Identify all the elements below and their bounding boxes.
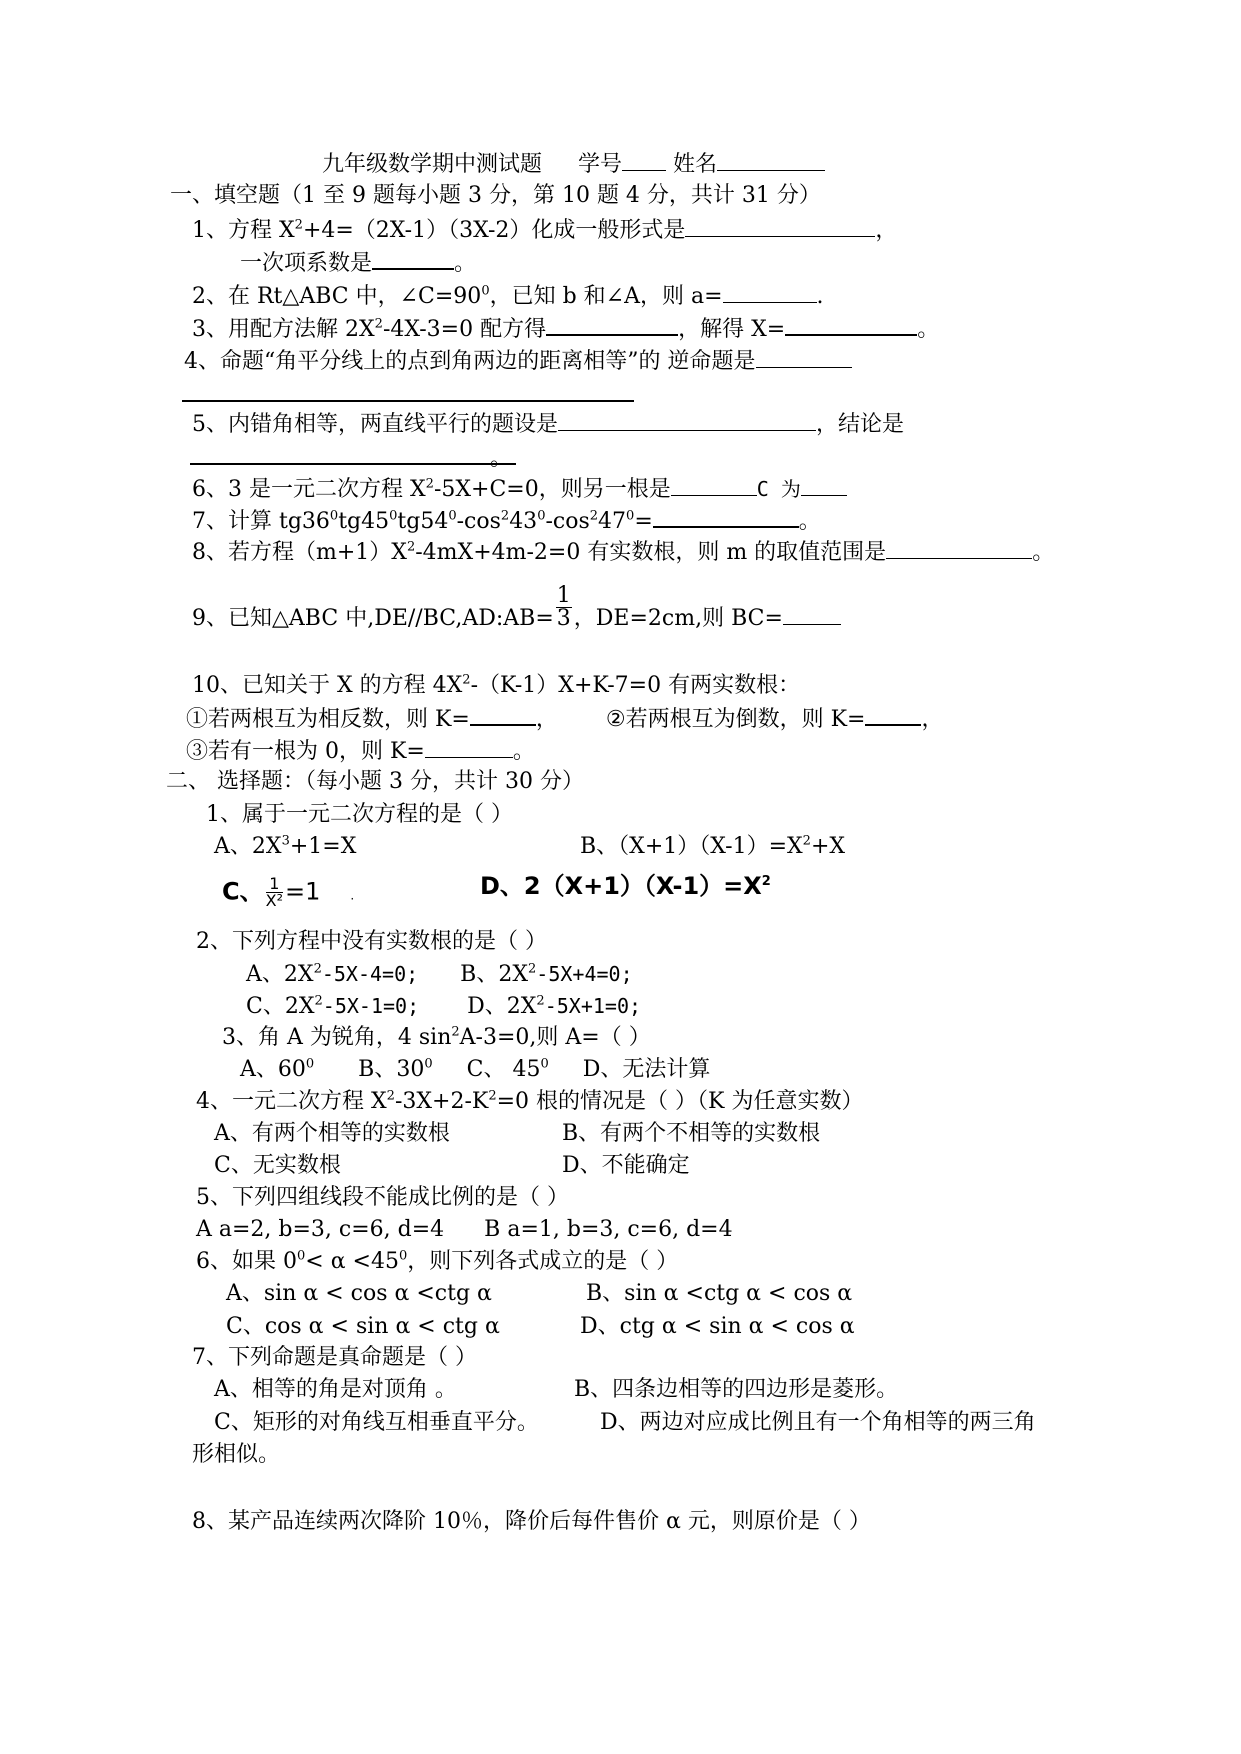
q3-solution-blank[interactable] [785, 314, 917, 336]
choice-q6: 6、如果 $0^0< \alpha <45^0$，则下列各式成立的是（ ） [196, 1248, 679, 1274]
choice-q3: 3、角 A 为锐角，4 $\sin^2A-3=0$,则 A=（ ） [222, 1024, 651, 1050]
choice-q2-option-b[interactable]: B、$2X^2-5X+4=0$; [460, 961, 633, 987]
choice-q6-option-d[interactable]: D、ctg α < sin α < cos α [580, 1314, 855, 1339]
fill-q4: 4、命题“角平分线上的点到角两边的距离相等”的 逆命题是 [184, 347, 852, 376]
choice-q6-option-b[interactable]: B、sin α <ctg α < cos α [586, 1281, 853, 1306]
choice-q3-option-d[interactable]: D、无法计算 [582, 1057, 711, 1082]
ratio-fraction: $\frac{1}{3}$ [556, 582, 571, 631]
fill-q10-parts: ①若两根互为相反数，则 K= ， ②若两根互为倒数，则 K= ， [186, 704, 944, 734]
choice-q5-option-a[interactable]: A a=2, b=3, c=6, d=4 [196, 1217, 445, 1242]
fill-q10: 10、已知关于 X 的方程 $4X^2-(K-1)X+K-7=0$ 有两实数根： [192, 672, 801, 698]
student-number-field[interactable] [622, 150, 666, 171]
section2-heading: 二、 选择题：（每小题 3 分，共计 30 分） [166, 769, 584, 794]
q4-answer-blank[interactable] [756, 347, 852, 368]
q1-coef-blank[interactable] [372, 248, 454, 270]
choice-q8: 8、某产品连续两次降阶 10％，降价后每件售价 α 元，则原价是（ ） [192, 1509, 871, 1534]
choice-q7: 7、下列命题是真命题是（ ） [192, 1345, 477, 1370]
q3-complete-square-blank[interactable] [546, 314, 678, 336]
choice-q5-option-b[interactable]: B a=1, b=3, c=6, d=4 [484, 1217, 733, 1242]
choice-q6-option-a[interactable]: A、sin α < cos α <ctg α [226, 1281, 492, 1306]
fill-q8: 8、若方程$(m+1)X^2-4mX+4m-2=0$ 有实数根，则 m 的取值范围是 。 [192, 539, 1055, 565]
choice-q4-option-b[interactable]: B、有两个不相等的实数根 [562, 1121, 821, 1146]
choice-q7-option-d[interactable]: D、两边对应成比例且有一个角相等的两三角 [600, 1410, 1036, 1435]
name-label: 姓名 [673, 152, 718, 177]
q2-answer-blank[interactable] [723, 282, 817, 303]
choice-q5: 5、下列四组线段不能成比例的是（ ） [196, 1185, 569, 1210]
choice-q3-option-a[interactable]: A、$60^0$ [240, 1056, 315, 1082]
q7-answer-blank[interactable] [653, 506, 799, 528]
fill-q5-cont: 。 [190, 443, 512, 473]
q6-root-blank[interactable] [671, 475, 757, 496]
fill-q10-part3: ③若有一根为 0，则 K= 。 [186, 739, 535, 764]
choice-q2-option-d[interactable]: D、$2X^2-5X+1=0$; [467, 993, 642, 1019]
choice-q6-option-c[interactable]: C、cos α < sin α < ctg α [226, 1314, 500, 1339]
q5-hypothesis-blank[interactable] [558, 410, 816, 431]
fill-q7: 7、计算 $tg36^0tg45^0tg54^0-\cos^243^0-\cos^247^0=$ 。 [192, 506, 821, 536]
fill-q3: 3、用配方法解 $2X^2-4X-3=0$ 配方得 ，解得 X= 。 [192, 314, 939, 344]
q8-range-blank[interactable] [886, 538, 1032, 559]
q1-answer-blank[interactable] [685, 216, 875, 237]
choice-q7-option-c[interactable]: C、矩形的对角线互相垂直平分。 [214, 1410, 539, 1435]
choice-q4-option-c[interactable]: C、无实数根 [214, 1153, 341, 1178]
choice-q3-option-c[interactable]: C、 $45^0$ [466, 1056, 549, 1082]
student-number-label: 学号 [578, 152, 623, 177]
choice-q2-option-a[interactable]: A、$2X^2-5X-4=0$; [246, 961, 419, 987]
choice-q4-option-a[interactable]: A、有两个相等的实数根 [214, 1121, 450, 1146]
choice-q7-option-a[interactable]: A、相等的角是对顶角 。 [214, 1377, 457, 1402]
choice-q4-option-d[interactable]: D、不能确定 [562, 1153, 690, 1178]
q4-answer-line[interactable] [182, 400, 634, 402]
fill-q2: 2、在 Rt△ABC 中，$\angle C=90^0$，已知 b 和∠A，则 a= . [192, 283, 824, 309]
exam-header [322, 150, 825, 179]
choice-q5-options [196, 1216, 733, 1244]
fill-q1: 1、方程 $X^2+4=(2X-1)(3X-2)$化成一般形式是 ， [192, 217, 898, 243]
section1-heading: 一、填空题（1 至 9 题每小题 3 分，第 10 题 4 分，共计 31 分） [170, 183, 821, 208]
q10-reciprocal-blank[interactable] [865, 704, 921, 726]
choice-q3-options [240, 1056, 710, 1084]
choice-q2-options-cd [246, 992, 641, 1021]
fill-q6: 6、3 是一元二次方程 $X^2-5X+C=0$，则另一根是 C 为 [192, 475, 847, 504]
choice-q7-option-d-cont: 形相似。 [192, 1442, 281, 1467]
page-title: 九年级数学期中测试题 [322, 152, 543, 177]
choice-q2: 2、下列方程中没有实数根的是（ ） [196, 929, 547, 954]
q10-opposite-blank[interactable] [470, 704, 536, 726]
choice-q1-option-d[interactable]: D、$2(X+1)(X-1)=X^2$ [480, 872, 771, 900]
fill-q1-cont: 一次项系数是 。 [240, 248, 476, 278]
fill-q5: 5、内错角相等，两直线平行的题设是 ，结论是 [192, 412, 905, 437]
choice-q1: 1、属于一元二次方程的是（ ） [206, 802, 513, 827]
choice-q7-option-b[interactable]: B、四条边相等的四边形是菱形。 [574, 1377, 899, 1402]
choice-q4: 4、一元二次方程 $X^2-3X+2-K^2=0$ 根的情况是（ ）（K 为任意实数） [196, 1088, 864, 1114]
q5-conclusion-blank[interactable] [190, 443, 516, 465]
name-field[interactable] [717, 150, 825, 171]
choice-q3-option-b[interactable]: B、$30^0$ [358, 1056, 433, 1082]
choice-q2-options-ab [246, 960, 633, 989]
q6-c-blank[interactable] [801, 475, 847, 496]
choice-q1-option-b[interactable]: B、$(X+1)(X-1)=X^2+X$ [580, 833, 846, 859]
choice-q1-option-a[interactable]: A、$2X^3+1=X$ [214, 833, 357, 859]
q9-answer-blank[interactable] [783, 604, 841, 625]
fill-q9: 9、已知△ABC 中,DE//BC,AD:AB= $\frac{1}{3}$ ，DE=2cm,则 BC= [192, 604, 841, 633]
choice-q1-option-c[interactable]: C、 $\frac{1}{\text{X²}}$ =1 . [222, 874, 355, 910]
q10-zero-root-blank[interactable] [425, 737, 513, 758]
choice-q2-option-c[interactable]: C、$2X^2-5X-1=0$; [246, 993, 420, 1019]
